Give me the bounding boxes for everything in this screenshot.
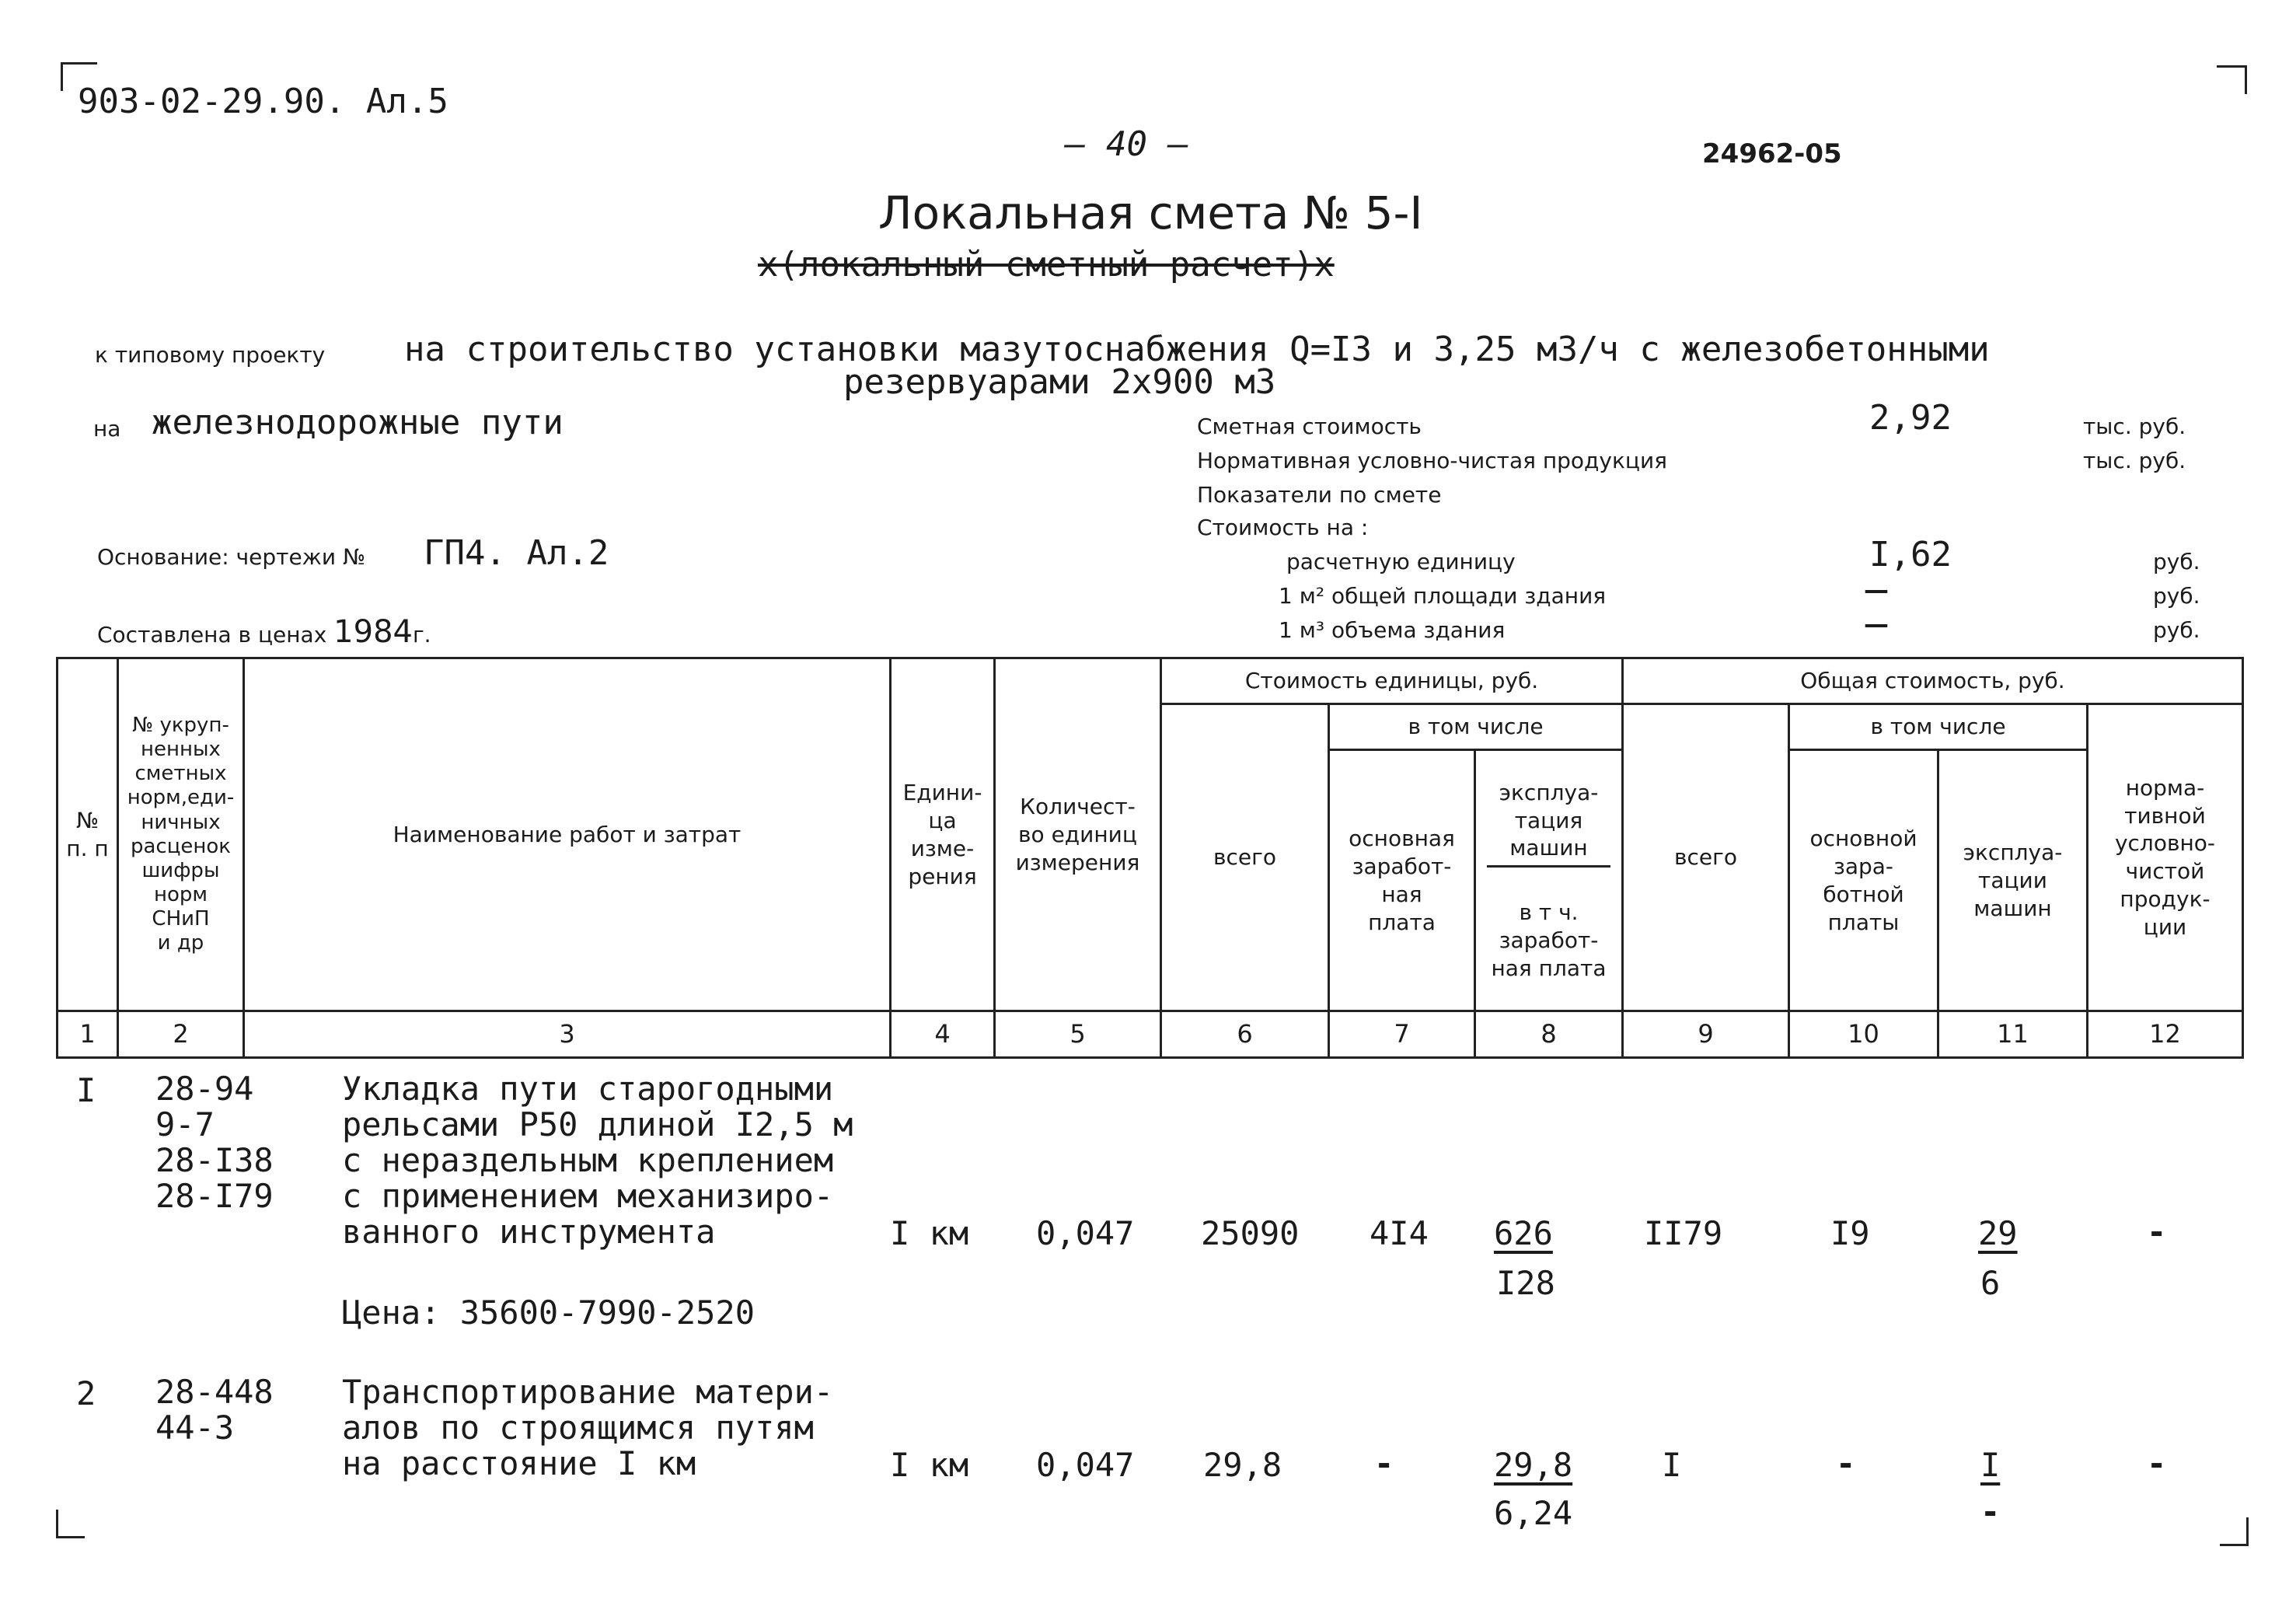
page-number: — 40 — (1065, 124, 1188, 164)
header-num: № п. п (58, 658, 118, 1011)
row2-unit-machines-wage: 6,24 (1494, 1494, 1573, 1532)
basis-value: ГП4. Ал.2 (424, 533, 609, 573)
row1-name: Укладка пути старогодными рельсами Р50 длиной I2,5 м с нераздельным креплением с применением механизиро- ванного инструмента (342, 1070, 853, 1251)
inventory-number: 24962-05 (1702, 138, 1842, 169)
corner-mark-bottom-left (56, 1510, 85, 1538)
row1-total-machines: 29 (1978, 1214, 2018, 1252)
header-unit-machines-top: эксплуа- тация машин (1487, 779, 1610, 868)
row1-qty: 0,047 (1036, 1214, 1135, 1252)
row2-total-machines: I (1980, 1446, 2001, 1484)
estimated-cost-value: 2,92 (1869, 398, 1952, 438)
estimated-cost-unit: тыс. руб. (2083, 414, 2186, 439)
prices-year: 1984 (333, 614, 413, 650)
header-total: всего (1623, 704, 1789, 1011)
row2-name: Транспортирование матери- алов по строящимся путям на расстояние I км (342, 1373, 834, 1482)
row2-total-machines-wage: - (1980, 1493, 2001, 1531)
col-number-2: 2 (118, 1011, 244, 1058)
row1-total-wage: I9 (1830, 1214, 1870, 1252)
row1-total-machines-wage: 6 (1980, 1264, 2001, 1302)
col-number-3: 3 (244, 1011, 891, 1058)
header-total-machines: эксплуа- тации машин (1938, 750, 2088, 1011)
row1-unit-machines-wage: I28 (1496, 1264, 1555, 1302)
volume-label: 1 м³ объема здания (1279, 617, 1506, 643)
row2-total-wage: - (1836, 1444, 1856, 1482)
col-number-9: 9 (1623, 1011, 1789, 1058)
prices-label (97, 614, 431, 650)
normative-label: Нормативная условно-чистая продукция (1197, 448, 1667, 473)
unit-calc-unit: руб. (2153, 549, 2200, 574)
prices-label-text: Составлена в ценах (97, 622, 327, 648)
row2-codes: 28-448 44-3 (155, 1373, 274, 1447)
header-normative-product: норма- тивной условно- чистой продук- ции (2088, 704, 2243, 1011)
row1-num: I (76, 1071, 96, 1109)
row1-unit: I км (890, 1214, 969, 1252)
row2-num: 2 (76, 1374, 96, 1412)
header-unit-total: всего (1161, 704, 1329, 1011)
unit-calc-label: расчетную единицу (1286, 549, 1516, 574)
header-unit-wage: основная заработ- ная плата (1329, 750, 1475, 1011)
project-text-line-1: на строительство установки мазутоснабжения Q=I3 и 3,25 м3/ч с железобетонными (404, 330, 1990, 369)
row2-total: I (1662, 1446, 1682, 1484)
row1-total: II79 (1644, 1214, 1723, 1252)
col-number-7: 7 (1329, 1011, 1475, 1058)
row1-unit-machines: 626 (1494, 1214, 1553, 1252)
col-number-8: 8 (1475, 1011, 1623, 1058)
row2-unit-machines: 29,8 (1494, 1446, 1573, 1484)
area-label: 1 м² общей площади здания (1279, 583, 1607, 609)
corner-mark-bottom-right (2220, 1517, 2249, 1546)
header-qty: Количест- во единиц измерения (995, 658, 1161, 1011)
estimate-table (56, 657, 2244, 1059)
row1-normative-product: - (2147, 1213, 2167, 1251)
header-including-2: в том числе (1789, 704, 2088, 750)
unit-calc-value: I,62 (1869, 535, 1952, 574)
object-text: железнодорожные пути (152, 403, 564, 442)
volume-unit: руб. (2153, 617, 2200, 643)
project-prefix: к типовому проекту (95, 342, 326, 368)
header-total-cost: Общая стоимость, руб. (1623, 658, 2243, 704)
document-code: 903-02-29.90. Ал.5 (78, 82, 448, 121)
struck-subtitle: х(локальный сметный расчет)х (758, 245, 1335, 285)
row1-unit-total: 25090 (1201, 1214, 1300, 1252)
col-number-10: 10 (1789, 1011, 1938, 1058)
page-title: Локальная смета № 5-I (878, 187, 1423, 239)
basis-label: Основание: чертежи № (97, 544, 366, 570)
area-unit: руб. (2153, 583, 2200, 609)
object-prefix: на (93, 416, 121, 442)
row2-normative-product: - (2147, 1444, 2167, 1482)
estimated-cost-label: Сметная стоимость (1197, 414, 1422, 439)
row1-unit-wage: 4I4 (1370, 1214, 1429, 1252)
row2-qty: 0,047 (1036, 1446, 1135, 1484)
col-number-12: 12 (2088, 1011, 2243, 1058)
col-number-1: 1 (58, 1011, 118, 1058)
header-unit-machines (1475, 750, 1623, 1011)
row2-unit-total: 29,8 (1203, 1446, 1282, 1484)
col-number-6: 6 (1161, 1011, 1329, 1058)
header-including-1: в том числе (1329, 704, 1623, 750)
header-unit-cost: Стоимость единицы, руб. (1161, 658, 1623, 704)
row1-codes: 28-94 9-7 28-I38 28-I79 (155, 1070, 274, 1215)
row2-unit: I км (890, 1446, 969, 1484)
row2-unit-wage: - (1374, 1444, 1394, 1482)
col-number-5: 5 (995, 1011, 1161, 1058)
header-unit: Едини- ца изме- рения (891, 658, 995, 1011)
prices-suffix: г. (412, 622, 431, 648)
header-norms: № укруп- ненных сметных норм,еди- ничных расценок шифры норм СНиП и др (118, 658, 244, 1011)
volume-value: — (1864, 609, 1889, 639)
header-unit-machines-sub: в т ч. заработ- ная плата (1491, 899, 1607, 981)
area-value: — (1864, 575, 1889, 605)
col-number-4: 4 (891, 1011, 995, 1058)
header-total-wage: основной зара- ботной платы (1789, 750, 1938, 1011)
header-name: Наименование работ и затрат (244, 658, 891, 1011)
corner-mark-top-right (2217, 65, 2247, 94)
col-number-11: 11 (1938, 1011, 2088, 1058)
indicators-label: Показатели по смете (1197, 482, 1442, 508)
project-text-line-2: резервуарами 2х900 м3 (843, 362, 1276, 402)
cost-per-label: Стоимость на : (1197, 515, 1369, 540)
row1-price-note: Цена: 35600-7990-2520 (342, 1294, 755, 1332)
normative-unit: тыс. руб. (2083, 448, 2186, 473)
